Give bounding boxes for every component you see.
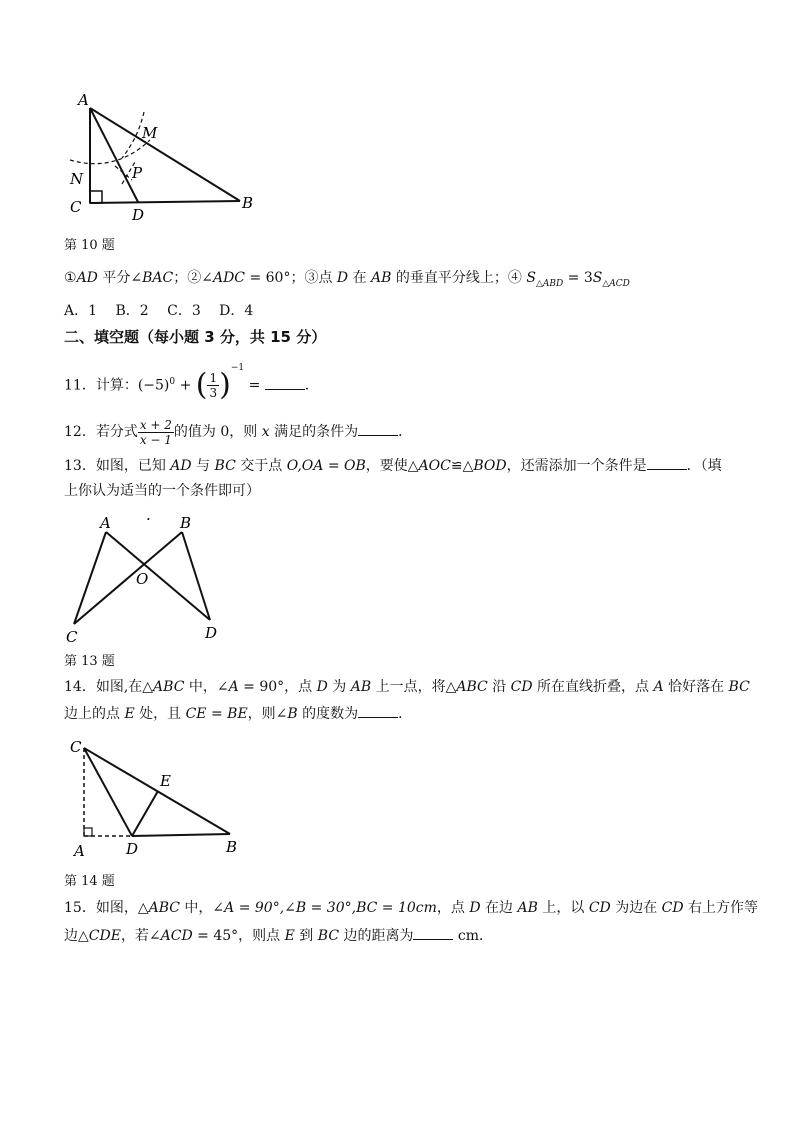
q13-line2: 上你认为适当的一个条件即可） (64, 483, 260, 499)
figure-13 (60, 512, 230, 648)
q12-answer-blank[interactable] (358, 421, 398, 436)
segment-AB (90, 108, 240, 201)
q12: 12．若分式 $\frac{x + 2}{x - 1}$ 的值为 0，则 x 满足的条件为 ． (64, 417, 413, 447)
q15-line2: 边△CDE，若∠ACD = 45°，则点 E 到 BC 边的距离为 cm． (64, 925, 493, 946)
label-C: C (66, 628, 78, 646)
label-C: C (70, 738, 82, 756)
right-angle-mark (90, 191, 102, 203)
section-2-title: 二、填空题（每小题 3 分，共 15 分） (64, 328, 327, 346)
q15-line1: 15．如图，△ABC 中，∠A = 90°,∠B = 30°,BC = 10cm，点 D 在边 AB 上，以 CD 为边在 CD 右上方作等 (64, 900, 759, 916)
q14-line2: 边上的点 E 处，且 CE = BE，则∠B 的度数为 ． (64, 703, 412, 724)
segment-BD (182, 532, 210, 620)
q15-answer-blank[interactable] (413, 925, 453, 940)
label-B: B (242, 194, 254, 212)
label-C: C (70, 198, 82, 216)
q11-answer-blank[interactable] (265, 375, 305, 390)
segment-AD (106, 532, 210, 620)
label-D: D (126, 840, 139, 858)
figure-10-caption: 第 10 题 (64, 238, 115, 253)
label-A: A (100, 514, 111, 532)
segment-DB (132, 834, 230, 836)
q10-statements: ①AD 平分∠BAC；②∠ADC = 60°；③点 D 在 AB 的垂直平分线上；④ $S_{\triangle ABD} = 3S_{\triangle ACD}$ (64, 270, 630, 289)
figure-14-caption: 第 14 题 (64, 874, 115, 889)
q13-line1: 13．如图，已知 AD 与 BC 交于点 O,OA = OB，要使△AOC≌△BOD，还需添加一个条件是 ．（填 (64, 455, 722, 476)
label-A: A (74, 842, 85, 860)
arc-NM (70, 140, 150, 164)
fraction-x: $\frac{x + 2}{x - 1}$ (139, 417, 172, 447)
label-dot: · (146, 512, 151, 528)
label-O: O (136, 570, 149, 588)
q11: 11．计算：$(-5)^0$ + ( $\frac{1}{3}$ )$^{-1}$ = ． (64, 363, 319, 403)
q10-options: A．1 B．2 C．3 D．4 (64, 303, 254, 319)
label-B: B (180, 514, 192, 532)
label-P: P (132, 164, 143, 182)
segment-DE (132, 791, 158, 836)
fraction-1-3: $\frac{1}{3}$ (209, 371, 218, 401)
figure-10 (60, 88, 270, 228)
right-angle-mark (84, 828, 92, 836)
label-D: D (205, 624, 218, 642)
figure-13-caption: 第 13 题 (64, 654, 115, 669)
q14-line1: 14．如图,在△ABC 中，∠A = 90°，点 D 为 AB 上一点，将△ABC 沿 CD 所在直线折叠，点 A 恰好落在 BC (64, 679, 750, 695)
segment-CB (90, 201, 240, 203)
q14-answer-blank[interactable] (358, 703, 398, 718)
label-D: D (132, 206, 145, 224)
q13-answer-blank[interactable] (647, 455, 687, 470)
figure-14 (60, 736, 250, 862)
label-M: M (142, 124, 158, 142)
label-E: E (160, 772, 171, 790)
label-A: A (78, 91, 89, 109)
label-B: B (226, 838, 238, 856)
label-N: N (70, 170, 84, 188)
